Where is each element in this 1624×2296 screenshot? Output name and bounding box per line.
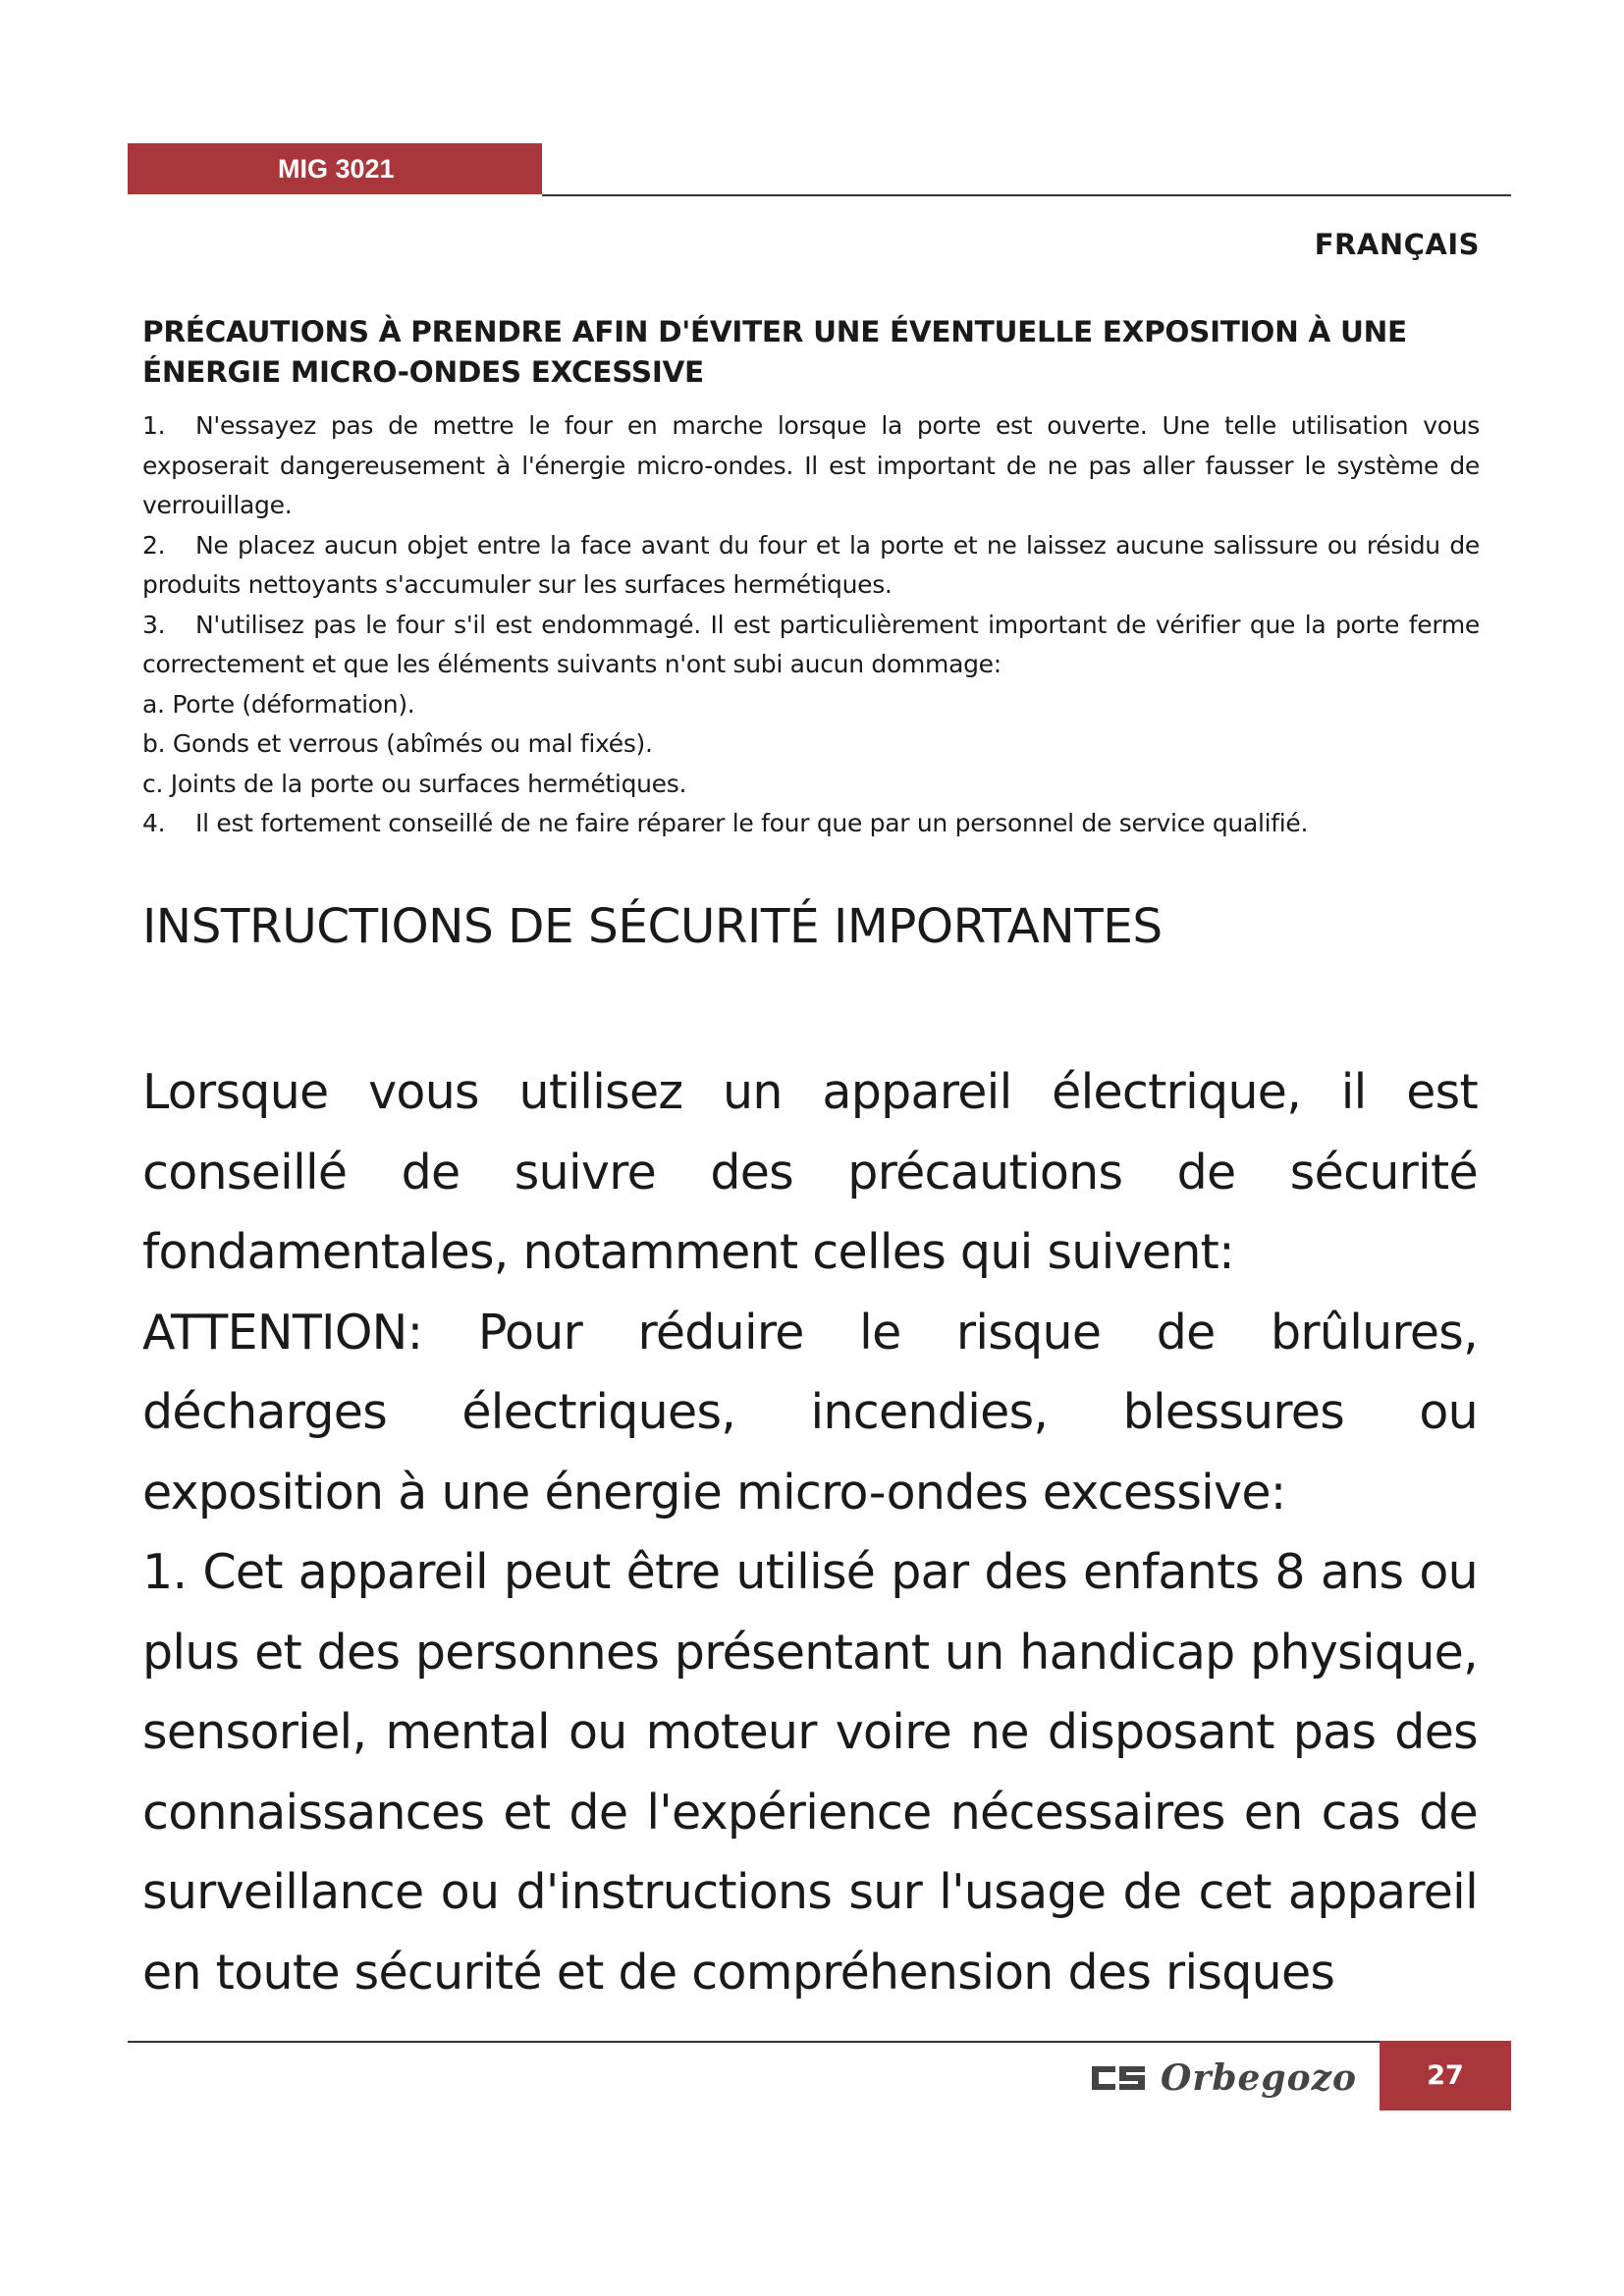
precaution-text: Joints de la porte ou surfaces hermétiques. [170, 769, 687, 798]
safety-warning: ATTENTION: Pour réduire le risque de brûlures, décharges électriques, incendies, blessures ou exposition à une énergie micro-ondes excessive: [142, 1304, 1478, 1521]
precaution-number: 3. [142, 610, 166, 639]
precaution-item [142, 804, 1480, 844]
precaution-number: 2. [142, 530, 166, 560]
precaution-item [142, 526, 1480, 606]
brand-name: Orbegozo [1161, 2057, 1358, 2099]
precaution-text: Porte (déformation). [172, 689, 415, 719]
brand-logo [1090, 2052, 1357, 2105]
precaution-item [142, 406, 1480, 526]
page-number: 27 [1427, 2060, 1464, 2091]
precautions-list [142, 406, 1480, 844]
model-label: MIG 3021 [278, 154, 395, 184]
safety-body [142, 1052, 1478, 2012]
precaution-subitem [142, 685, 1480, 725]
precaution-text: Ne placez aucun objet entre la face avant du four et la porte et ne laissez aucune salissure ou résidu de produits nettoyants s'accumuler sur les surfaces hermétiques. [142, 530, 1480, 599]
language-label: FRANÇAIS [1314, 228, 1480, 261]
precaution-text: Gonds et verrous (abîmés ou mal fixés). [172, 729, 653, 758]
safety-item-1: 1. Cet appareil peut être utilisé par des enfants 8 ans ou plus et des personnes présentant un handicap physique, sensoriel, mental ou moteur voire ne disposant pas des connaissances et de l'expérience nécessaires en cas de surveillance ou d'instructions sur l'usage de cet appareil en toute sécurité et de compréhension des risques [142, 1544, 1478, 2001]
precaution-item [142, 606, 1480, 685]
brand-mark-icon [1090, 2062, 1147, 2094]
precaution-number: 4. [142, 809, 166, 837]
precautions-title: PRÉCAUTIONS À PRENDRE AFIN D'ÉVITER UNE ÉVENTUELLE EXPOSITION À UNE ÉNERGIE MICRO-ONDES EXCESSIVE [142, 315, 1407, 389]
precaution-subitem [142, 765, 1480, 805]
footer-rule [128, 2041, 1380, 2043]
precaution-letter: b. [142, 729, 166, 758]
precaution-subitem [142, 724, 1480, 765]
precaution-letter: a. [142, 689, 165, 719]
model-tab [128, 143, 542, 194]
page-number-box [1380, 2041, 1511, 2110]
precaution-letter: c. [142, 769, 164, 798]
safety-intro: Lorsque vous utilisez un appareil électrique, il est conseillé de suivre des précautions de sécurité fondamentales, notamment celles qui suivent: [142, 1064, 1478, 1280]
header-rule [542, 194, 1511, 196]
precaution-text: Il est fortement conseillé de ne faire réparer le four que par un personnel de service qualifié. [195, 809, 1309, 837]
precaution-text: N'utilisez pas le four s'il est endommagé. Il est particulièrement important de vérifier que la porte ferme correctement et que les éléments suivants n'ont subi aucun dommage: [142, 610, 1480, 678]
safety-title: INSTRUCTIONS DE SÉCURITÉ IMPORTANTES [142, 899, 1163, 954]
precaution-number: 1. [142, 411, 166, 440]
precaution-text: N'essayez pas de mettre le four en marche lorsque la porte est ouverte. Une telle utilisation vous exposerait dangereusement à l'énergie micro-ondes. Il est important de ne pas aller fausser le système de verrouillage. [142, 411, 1480, 519]
